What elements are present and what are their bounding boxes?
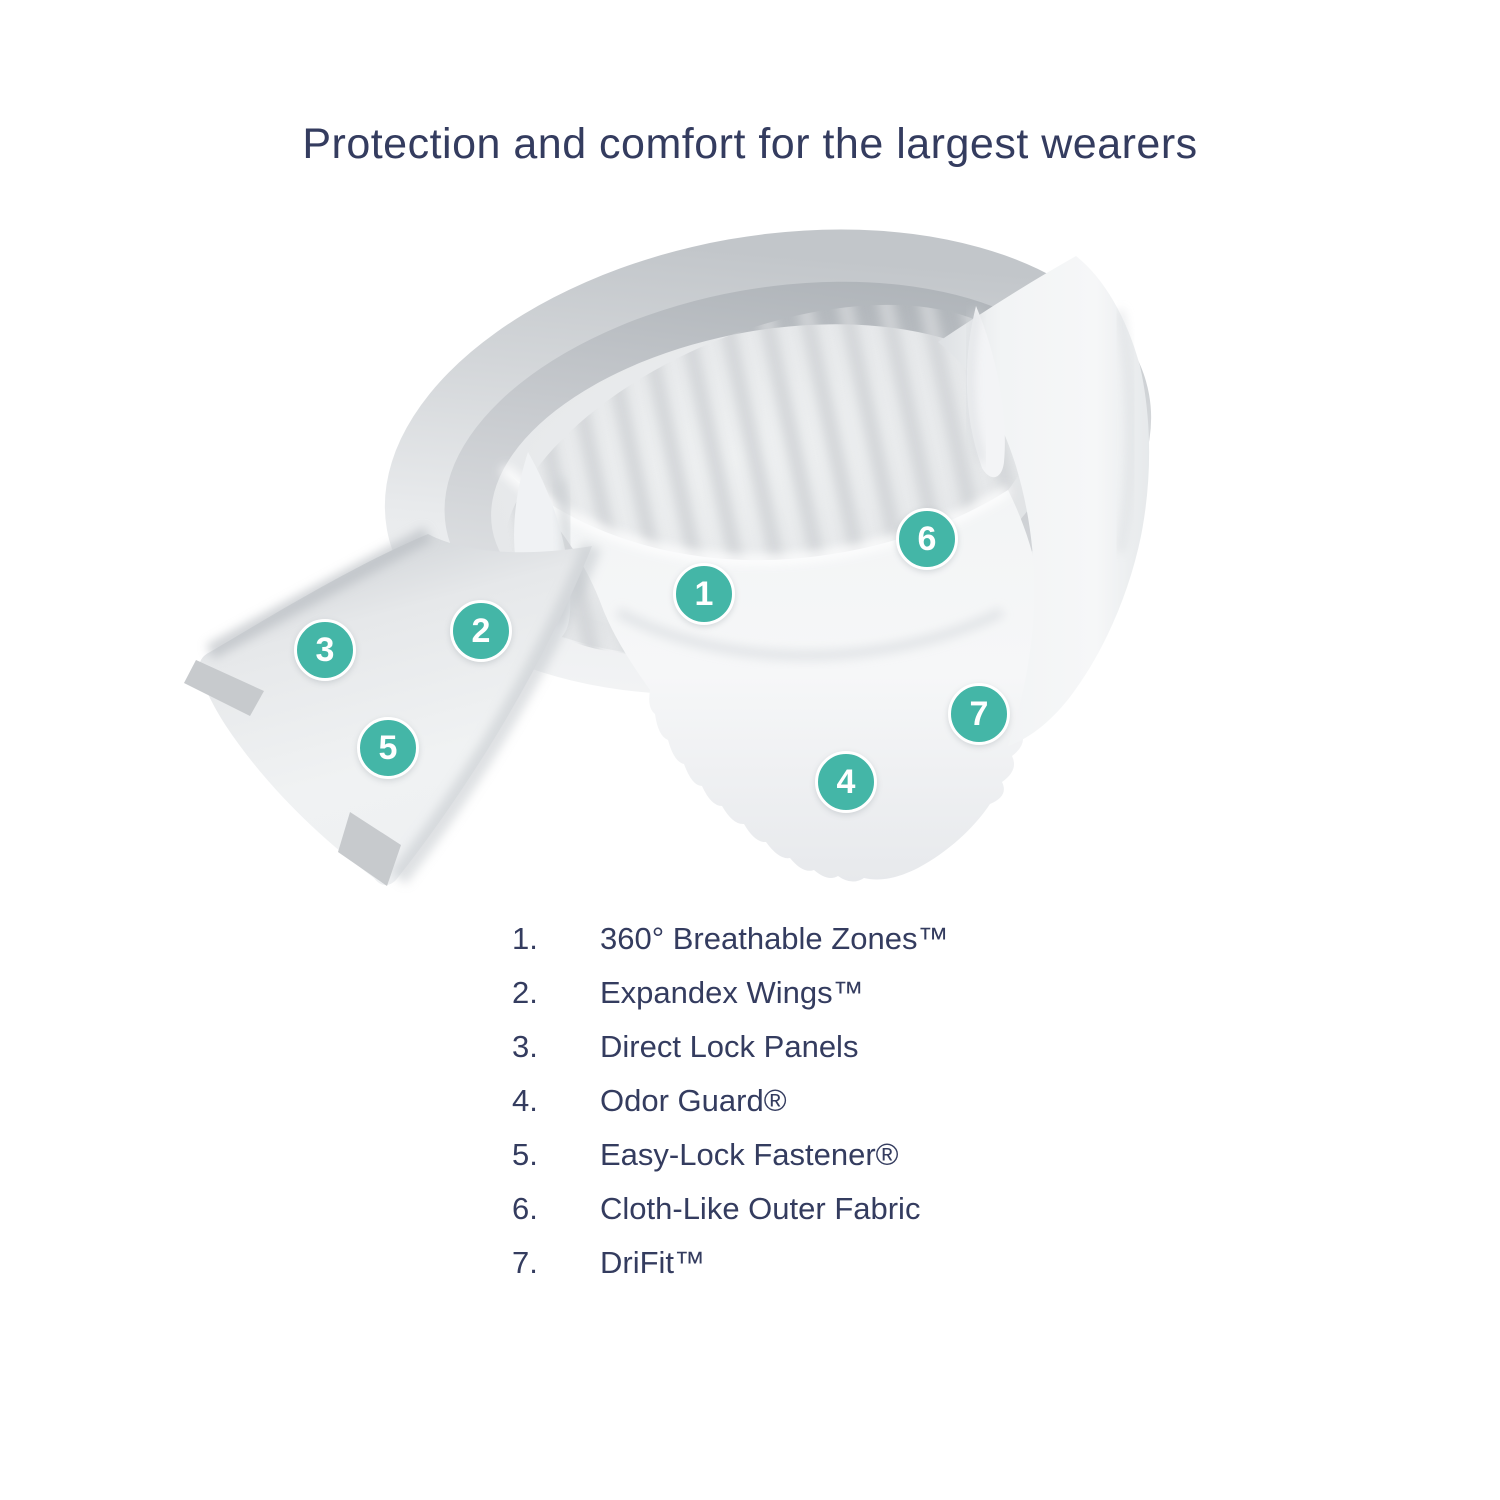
- callout-number: 7: [969, 694, 989, 733]
- legend-label: 360° Breathable Zones™: [600, 921, 949, 956]
- callout-marker-7: [948, 683, 1010, 745]
- callout-marker-5: [357, 717, 419, 779]
- legend-label: Odor Guard®: [600, 1083, 787, 1118]
- legend-item-5: [512, 1128, 1212, 1182]
- legend-number: 5.: [512, 1137, 538, 1172]
- legend-item-2: [512, 966, 1212, 1020]
- legend-item-3: [512, 1020, 1212, 1074]
- legend-label: Cloth-Like Outer Fabric: [600, 1191, 921, 1226]
- callout-marker-3: [294, 619, 356, 681]
- legend-number: 3.: [512, 1029, 538, 1064]
- page-title: Protection and comfort for the largest wearers: [302, 120, 1198, 168]
- callout-marker-4: [815, 751, 877, 813]
- legend-number: 4.: [512, 1083, 538, 1118]
- callout-number: 6: [917, 519, 937, 558]
- legend-number: 1.: [512, 921, 538, 956]
- callout-marker-6: [896, 508, 958, 570]
- left-wing: [184, 534, 592, 886]
- legend-label: DriFit™: [600, 1245, 706, 1280]
- callout-marker-1: [673, 563, 735, 625]
- callout-number: 1: [694, 574, 714, 613]
- legend-item-6: [512, 1182, 1212, 1236]
- callout-number: 4: [836, 762, 856, 801]
- legend-label: Direct Lock Panels: [600, 1029, 859, 1064]
- legend-label: Expandex Wings™: [600, 975, 864, 1010]
- legend-item-7: [512, 1236, 1212, 1290]
- callout-marker-2: [450, 600, 512, 662]
- legend-label: Easy-Lock Fastener®: [600, 1137, 899, 1172]
- legend-number: 2.: [512, 975, 538, 1010]
- callout-number: 5: [378, 728, 398, 767]
- legend-item-4: [512, 1074, 1212, 1128]
- legend-number: 6.: [512, 1191, 538, 1226]
- callout-number: 2: [471, 611, 491, 650]
- feature-legend: [512, 912, 1212, 1290]
- callout-number: 3: [315, 630, 335, 669]
- legend-number: 7.: [512, 1245, 538, 1280]
- legend-item-1: [512, 912, 1212, 966]
